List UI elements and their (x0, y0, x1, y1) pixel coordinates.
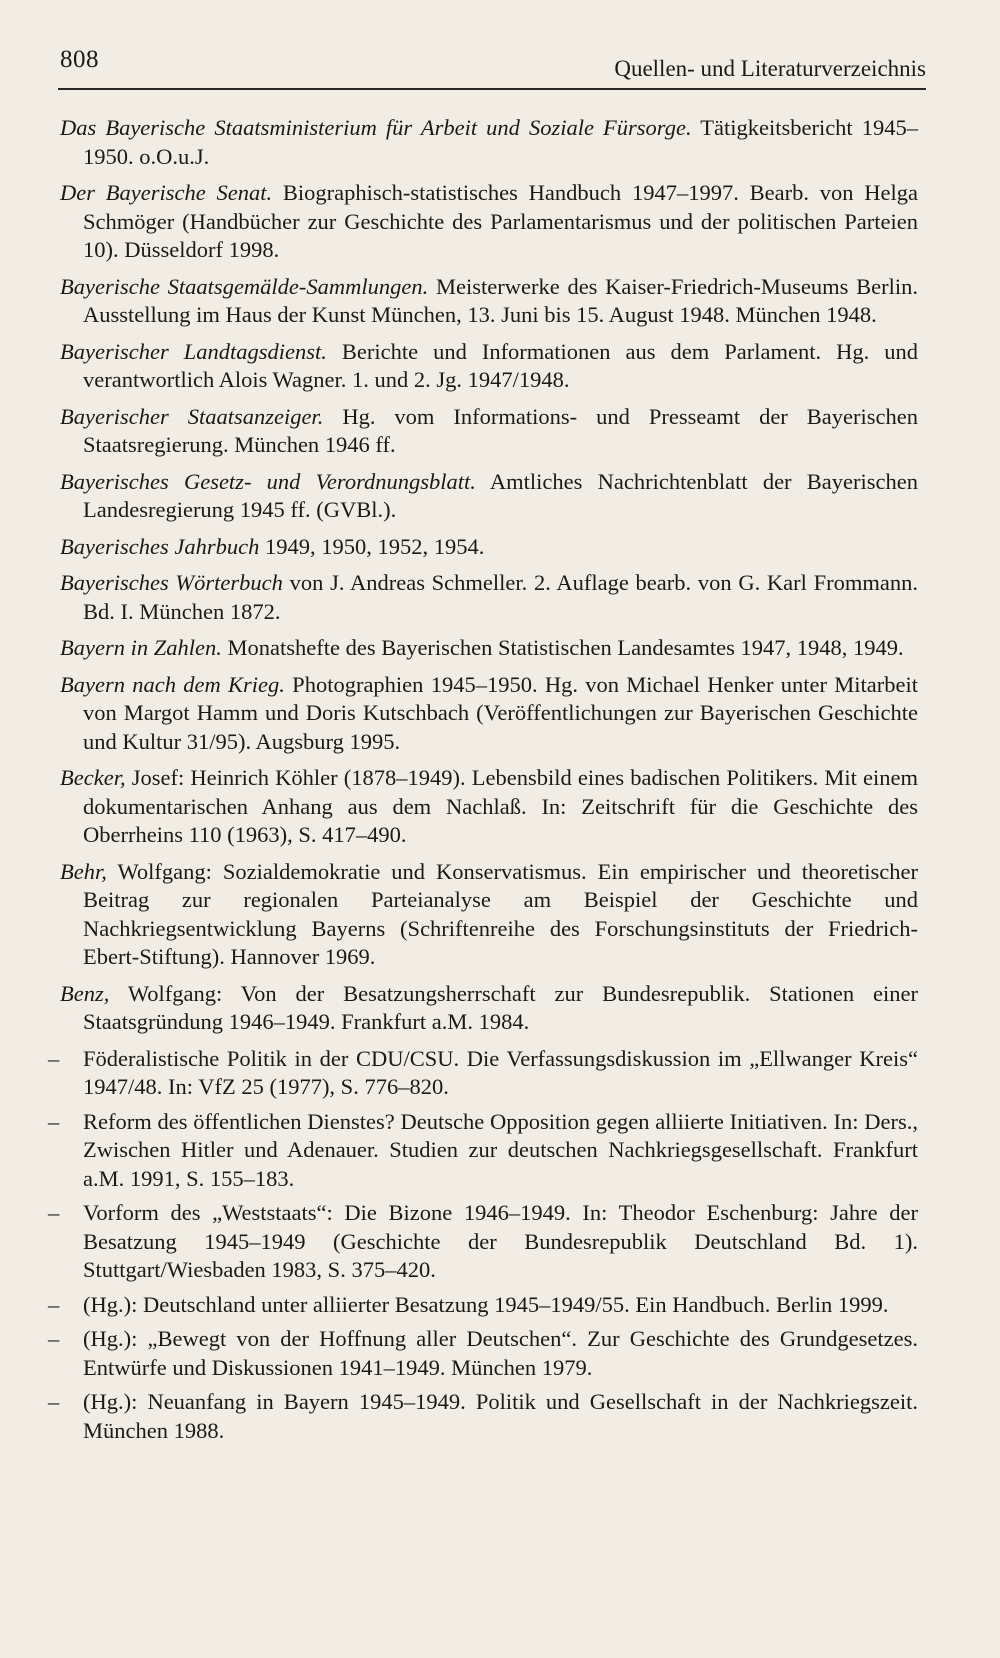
subentry-text: (Hg.): Deutschland unter alliierter Besatzung 1945–1949/55. Ein Handbuch. Berlin 1999. (83, 1291, 889, 1317)
entry-details: Amtliches Nachrichtenblatt der Bayerischen Landesregierung 1945 ff. (GVBl.). (83, 468, 919, 522)
entry-title: Das Bayerische Staatsministerium für Arbeit und Soziale Fürsorge. (60, 115, 692, 140)
header-rule (58, 88, 926, 90)
bibliography-subentry (48, 1291, 918, 1320)
bibliography-entry (60, 273, 918, 330)
entry-details: Meisterwerke des Kaiser-Friedrich-Museums Berlin. Ausstellung im Haus der Kunst München, 13. Juni bis 15. August 1948. München 1948. (83, 273, 918, 327)
dash-marker: – (48, 1389, 60, 1414)
bibliography-subentry (48, 1045, 918, 1102)
entry-details: Josef: Heinrich Köhler (1878–1949). Lebensbild eines badischen Politikers. Mit einem dokumentarischen Anhang aus dem Nachlaß. In: Zeitschrift für die Geschichte des Oberrheins 110 (1963), S. 417–490. (83, 765, 918, 847)
bibliography-list (48, 114, 919, 1451)
bibliography-entry (60, 634, 918, 663)
entry-details: Hg. vom Informations- und Presseamt der Bayerischen Staatsregierung. München 1946 ff. (83, 403, 918, 457)
bibliography-subentry (48, 1325, 918, 1382)
bibliography-subentry (48, 1199, 918, 1285)
entry-details: Berichte und Informationen aus dem Parlament. Hg. und verantwortlich Alois Wagner. 1. und 2. Jg. 1947/1948. (83, 338, 918, 392)
bibliography-entry (60, 114, 918, 171)
bibliography-entry (60, 764, 918, 850)
entry-author: Behr, (60, 858, 107, 884)
bibliography-entry (60, 569, 918, 626)
entry-title: Bayerisches Wörterbuch (60, 570, 283, 595)
subentry-text: Vorform des „Weststaats“: Die Bizone 1946–1949. In: Theodor Eschenburg: Jahre der Besatzung 1945–1949 (Geschichte der Bundesrepublik Deutschland Bd. 1). Stuttgart/Wiesbaden 1983, S. 375–420. (83, 1200, 918, 1282)
bibliography-entry (60, 179, 918, 265)
entry-title: Bayern nach dem Krieg. (60, 671, 285, 697)
entry-author: Benz, (60, 980, 110, 1006)
dash-marker: – (48, 1291, 60, 1317)
bibliography-entry (60, 858, 918, 972)
subentry-text: Föderalistische Politik in der CDU/CSU. Die Verfassungsdiskussion im „Ellwanger Kreis“ 1947/48. In: VfZ 25 (1977), S. 776–820. (83, 1045, 918, 1099)
entry-title: Bayerisches Gesetz- und Verordnungsblatt. (60, 468, 476, 494)
dash-marker: – (48, 1326, 60, 1351)
entry-details: Biographisch-statistisches Handbuch 1947–1997. Bearb. von Helga Schmöger (Handbücher zur Geschichte des Parlamentarismus und der politischen Parteien 10). Düsseldorf 1998. (83, 180, 918, 262)
entry-title: Bayern in Zahlen. (60, 635, 222, 660)
bibliography-entry (60, 403, 918, 460)
entry-title: Bayerischer Landtagsdienst. (60, 338, 327, 364)
subentry-text: (Hg.): Neuanfang in Bayern 1945–1949. Politik und Gesellschaft in der Nachkriegszeit. München 1988. (83, 1389, 918, 1443)
bibliography-entry (60, 468, 918, 525)
entry-title: Der Bayerische Senat. (60, 180, 273, 205)
page-header (60, 46, 926, 86)
entry-title: Bayerisches Jahrbuch (60, 533, 260, 559)
entry-details: Wolfgang: Von der Besatzungsherrschaft zur Bundesrepublik. Stationen einer Staatsgründung 1946–1949. Frankfurt a.M. 1984. (83, 980, 918, 1034)
bibliography-subentry (48, 1108, 918, 1194)
subentry-text: (Hg.): „Bewegt von der Hoffnung aller Deutschen“. Zur Geschichte des Grundgesetzes. Entwürfe und Diskussionen 1941–1949. München 1979. (83, 1326, 918, 1380)
bibliography-entry (60, 980, 918, 1037)
entry-details: Monatshefte des Bayerischen Statistischen Landesamtes 1947, 1948, 1949. (221, 635, 904, 660)
entry-author: Becker, (60, 765, 126, 790)
dash-marker: – (48, 1045, 60, 1071)
entry-title: Bayerischer Staatsanzeiger. (60, 403, 324, 429)
entry-details: Tätigkeitsbericht 1945–1950. o.O.u.J. (83, 115, 919, 169)
entry-details: 1949, 1950, 1952, 1954. (259, 533, 485, 559)
bibliography-entry (60, 671, 918, 757)
running-title: Quellen- und Literaturverzeichnis (614, 56, 926, 81)
bibliography-entry (60, 338, 918, 395)
entry-details: von J. Andreas Schmeller. 2. Auflage bearb. von G. Karl Frommann. Bd. I. München 1872. (83, 570, 918, 624)
dash-marker: – (48, 1108, 60, 1134)
entry-details: Wolfgang: Sozialdemokratie und Konservatismus. Ein empirischer und theoretischer Beitrag zur regionalen Parteianalyse am Beispiel der Geschichte und Nachkriegsentwicklung Bayerns (Schriftenreihe des Forschungsinstituts der Friedrich-Ebert-Stiftung). Hannover 1969. (83, 858, 918, 969)
bibliography-subentry (48, 1388, 918, 1445)
bibliography-entry (60, 533, 918, 562)
entry-title: Bayerische Staatsgemälde-Sammlungen. (60, 273, 429, 299)
page-number: 808 (60, 46, 99, 73)
subentry-text: Reform des öffentlichen Dienstes? Deutsche Opposition gegen alliierte Initiativen. In: Ders., Zwischen Hitler und Adenauer. Studien zur deutschen Nachkriegsgesellschaft. Frankfurt a.M. 1991, S. 155–183. (83, 1108, 918, 1191)
entry-details: Photographien 1945–1950. Hg. von Michael Henker unter Mitarbeit von Margot Hamm und Doris Kutschbach (Veröffentlichungen zur Bayerischen Geschichte und Kultur 31/95). Augsburg 1995. (83, 671, 918, 754)
dash-marker: – (48, 1200, 60, 1225)
